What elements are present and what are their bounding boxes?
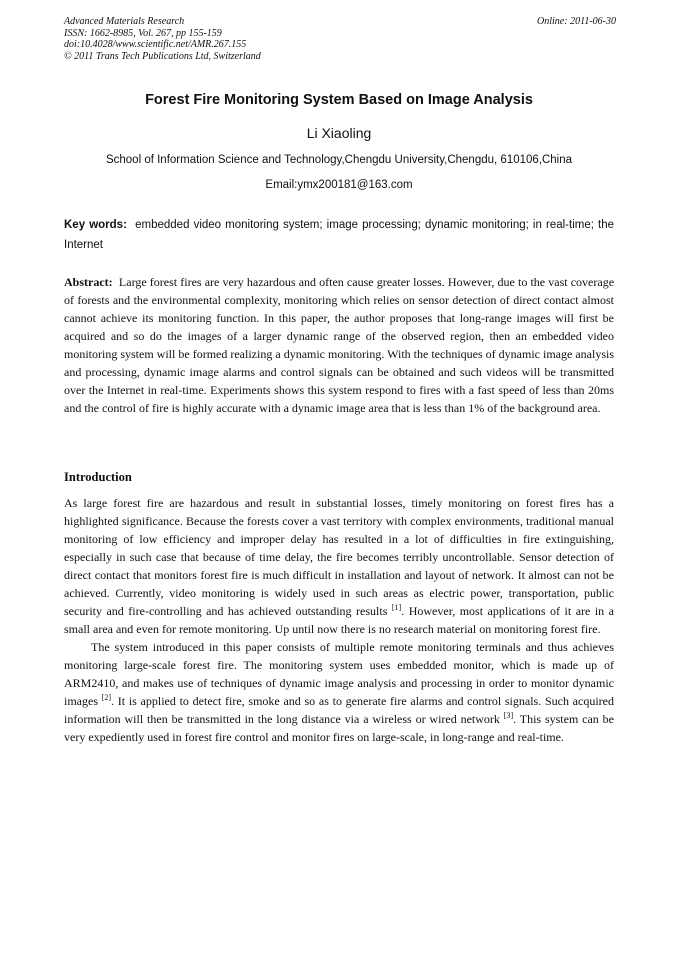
introduction-heading: Introduction [64,470,132,484]
citation-1: [1] [391,603,402,612]
doi-line: doi:10.4028/www.scientific.net/AMR.267.155 [64,39,247,50]
issn-line: ISSN: 1662-8985, Vol. 267, pp 155-159 [64,27,222,39]
citation-3: [3] [503,711,514,720]
author-name: Li Xiaoling [306,125,372,141]
intro-p1-text-a: As large forest fire are hazardous and result in substantial losses, timely monitoring on forest fires has a highlighted significance. Because the forests cover a vast territory with complex environments, traditional manual monitoring of low efficiency and improper delay has resulted in a lot of difficulties in fire extinguishing, especially in such case that because of time delay, the fire becomes terribly uncontrollable. Sensor detection of direct contact that monitors forest fire is much difficult in installation and layout of network. It almost can not be achieved. Currently, video monitoring is widely used in such areas as electric power, transportation, public security and fire-controlling and has achieved outstanding results [64,496,614,618]
paper-title: Forest Fire Monitoring System Based on Image Analysis [145,92,533,108]
intro-p2-text-b: . It is applied to detect fire, smoke and so as to generate fire alarms and control signals. Such acquired information will then be transmitted in the long distance via a wireless or wired network [64,694,614,726]
copyright-line: © 2011 Trans Tech Publications Ltd, Switzerland [64,50,261,62]
keywords-text: embedded video monitoring system; image processing; dynamic monitoring; in real-time; the Internet [64,219,615,251]
intro-p1-text-b: . However, most applications of it are in a small area and even for remote monitoring. Up until now there is no research material on monitoring forest fire. [64,604,614,636]
introduction-body [64,494,614,746]
author-affiliation: School of Information Science and Technology,Chengdu University,Chengdu, 610106,China [105,154,573,166]
intro-p2-text-a: The system introduced in this paper consists of multiple remote monitoring terminals and thus achieves monitoring large-scale forest fire. The monitoring system uses embedded monitor, which is made up of ARM2410, and makes use of techniques of dynamic image analysis and processing in order to monitor dynamic images [64,640,614,708]
online-date: Online: 2011-06-30 [537,16,616,27]
keywords-label: Key words: [64,219,127,231]
intro-paragraph-1 [64,494,614,638]
author-email: Email:ymx200181@163.com [265,179,413,191]
intro-paragraph-2 [64,638,614,746]
citation-2: [2] [101,693,112,702]
abstract-label: Abstract: [64,275,113,289]
journal-name: Advanced Materials Research [64,16,185,27]
journal-header [64,16,616,62]
intro-p2-text-c: . This system can be very expediently used in forest fire control and monitor fires on large-scale, in long-range and real-time. [64,712,614,744]
abstract-section [64,273,614,417]
abstract-text: Large forest fires are very hazardous and often cause greater losses. However, due to the vast coverage of forests and the environmental complexity, monitoring which relies on sensor detection of direct contact almost cannot achieve its monitoring function. In this paper, the author proposes that long-range images will first be acquired and so do the images of a larger dynamic range of the observed region, then an embedded video monitoring system will be formed realizing a dynamic monitoring. With the techniques of dynamic image analysis and processing, dynamic image alarms and control signals can be obtained and such videos will be transmitted over the Internet in real-time. Experiments shows this system respond to fires with a fast speed of less than 20ms and the control of fire is highly accurate with a dynamic image area that is less than 1% of the background area. [64,275,615,415]
keywords-section [64,215,614,255]
